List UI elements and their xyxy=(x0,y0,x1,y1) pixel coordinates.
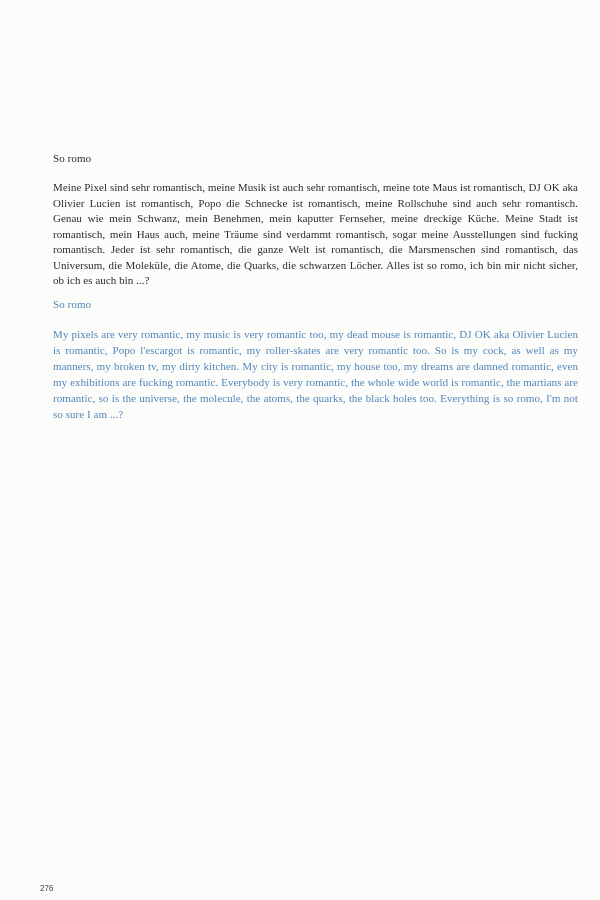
english-section xyxy=(53,297,578,423)
page-number: 276 xyxy=(40,884,54,893)
german-section xyxy=(53,151,578,290)
german-heading: So romo xyxy=(53,153,92,165)
german-paragraph: Meine Pixel sind sehr romantisch, meine Musik ist auch sehr romantisch, meine tote Maus ist romantisch, DJ OK aka Olivier Lucien ist romantisch, Popo die Schnecke ist romantisch, meine Rollschuhe sind auch sehr romantisch. Genau wie mein Schwanz, mein Benehmen, mein kaputter Fernseher, meine dreckige Küche. Meine Stadt ist romantisch, mein Haus auch, meine Träume sind verdammt romantisch, sogar meine Ausstellungen sind fucking romantisch. Jeder ist sehr romantisch, die ganze Welt ist romantisch, die Marsmenschen sind romantisch, das Universum, die Moleküle, die Atome, die Quarks, die schwarzen Löcher. Alles ist so romo, ich bin mir nicht sicher, ob ich es auch bin ...? xyxy=(53,182,578,287)
english-paragraph: My pixels are very romantic, my music is very romantic too, my dead mouse is romantic, DJ OK aka Olivier Lucien is romantic, Popo l'escargot is romantic, my roller-skates are very romantic too. So is my cock, as well as my manners, my broken tv, my dirty kitchen. My city is romantic, my house too, my dreams are damned romantic, even my exhibitions are fucking romantic. Everybody is very romantic, the whole wide world is romantic, the martians are romantic, so is the universe, the molecule, the atoms, the quarks, the black holes too. Everything is so romo, I'm not so sure I am ...? xyxy=(53,329,578,421)
english-heading: So romo xyxy=(53,299,92,311)
